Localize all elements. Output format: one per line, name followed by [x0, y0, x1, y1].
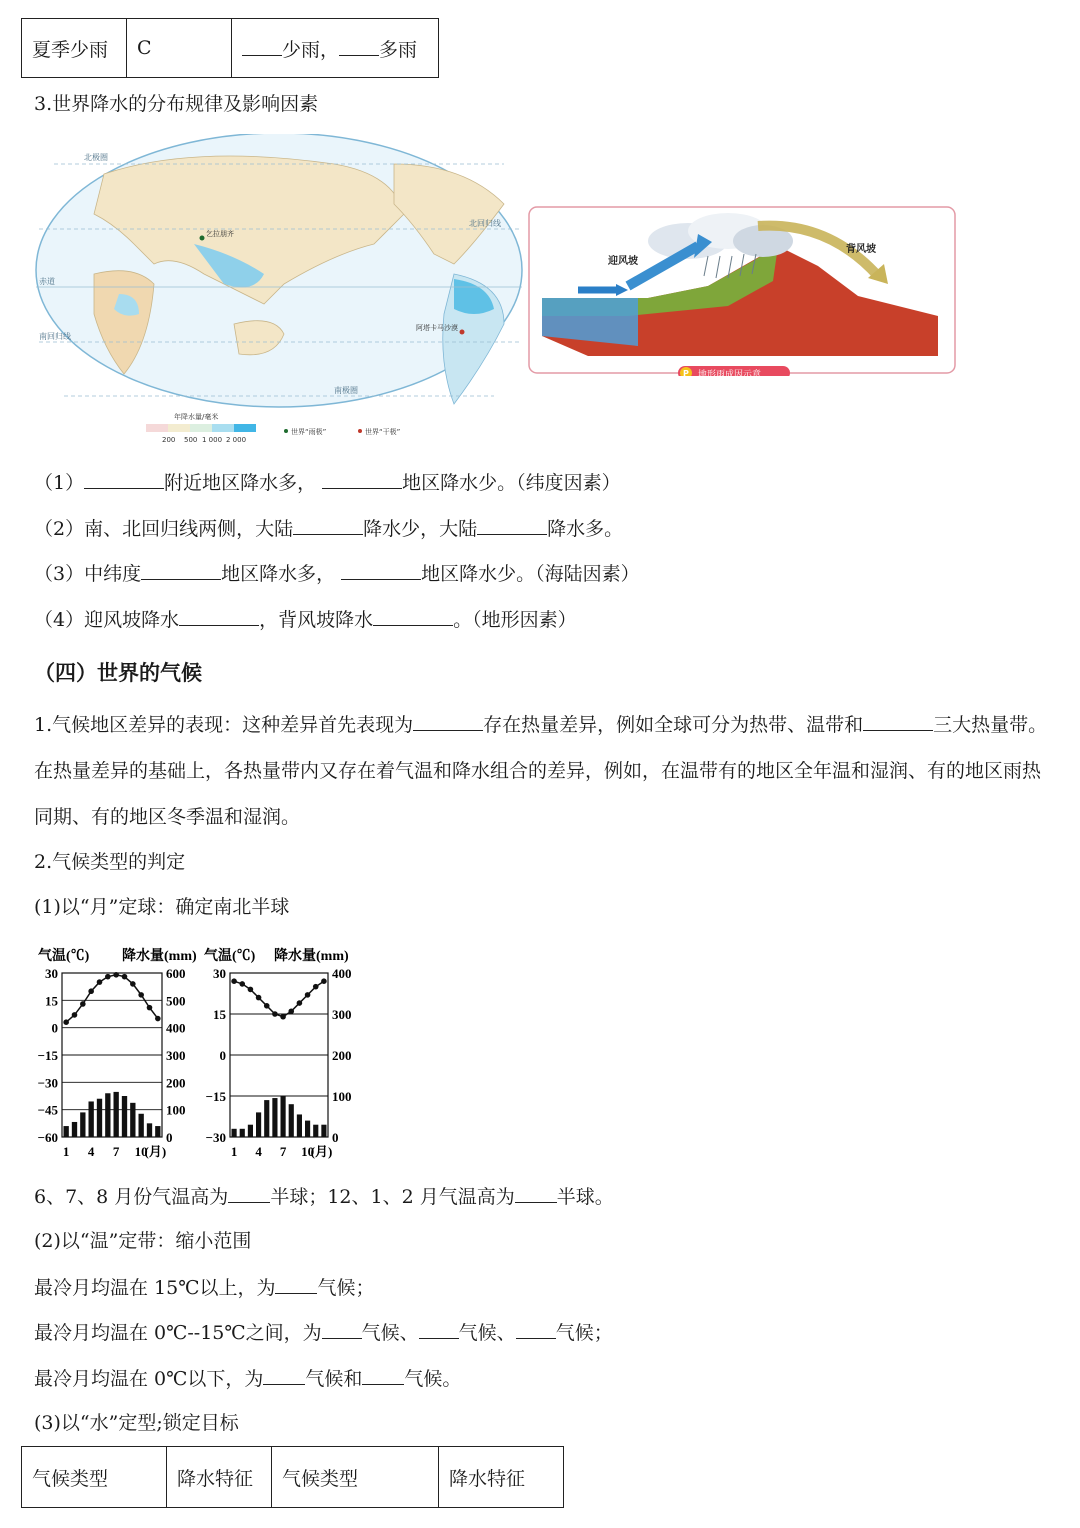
chart2-temp-tick: 15 — [213, 1007, 226, 1022]
chart1-temp-point-12 — [155, 1016, 161, 1022]
chart1-x-tick: 10 — [134, 1144, 148, 1159]
sub-heading-month: (1)以“月”定球：确定南北半球 — [34, 896, 290, 918]
question-2: （2）南、北回归线两侧，大陆 降水少，大陆 降水多。 — [34, 518, 624, 540]
chart2-temp-point-7 — [280, 1014, 286, 1020]
question-3: （3）中纬度 地区降水多， 地区降水少。（海陆因素） — [34, 563, 640, 585]
legend-title: 年降水量/毫米 — [174, 413, 219, 421]
chart2-precip-bar-11 — [313, 1125, 318, 1137]
chart1-precip-bar-3 — [80, 1112, 85, 1137]
chart2-precip-bar-3 — [248, 1125, 253, 1137]
chart1-precip-bar-1 — [64, 1126, 69, 1137]
chart2-temperature-line — [234, 981, 324, 1017]
windward-label: 迎风坡 — [608, 256, 638, 267]
chart1-precip-bar-5 — [97, 1099, 102, 1137]
chart1-temp-point-6 — [105, 974, 111, 980]
chart1-temp-tick: −30 — [37, 1075, 58, 1091]
chart1-x-tick: 7 — [112, 1144, 120, 1159]
chart2-x-tick: 1 — [230, 1144, 238, 1159]
top-table-cell-3: 少雨， 多雨 — [232, 19, 439, 78]
chart1-temp-point-9 — [130, 981, 136, 987]
chart1-temp-tick: 15 — [45, 993, 58, 1009]
chart2-precip-tick: 0 — [332, 1130, 339, 1145]
svg-text:P: P — [683, 369, 689, 376]
chart2-temp-point-11 — [313, 984, 319, 990]
chart1-temp-point-10 — [138, 992, 144, 998]
climate-charts — [34, 940, 364, 1165]
chart1-temp-tick: 30 — [45, 966, 58, 981]
label-tropic-n: 北回归线 — [469, 219, 501, 228]
chart2-temp-tick: 30 — [213, 966, 226, 981]
chart2-precip-bar-9 — [297, 1114, 302, 1137]
legend-tick-1: 200 — [162, 436, 176, 444]
climate-difference-paragraph: 1.气候地区差异的表现：这种差异首先表现为 存在热量差异，例如全球可分为热带、温带和 三大热量带。在热量差异的基础上，各热量带内又存在着气温和降水组合的差异，例如，在温带有的地区全年温和湿润、有的地区雨热同期、有的地区冬季温和湿润。 — [34, 714, 1048, 828]
chart1-temp-point-8 — [122, 974, 128, 980]
chart2-temp-tick: 0 — [219, 1048, 226, 1063]
chart1-precip-tick: 300 — [166, 1048, 186, 1063]
chart1-precip-bar-7 — [114, 1092, 119, 1137]
chart1-precip-label: 降水量(mm) — [122, 949, 197, 964]
legend-swatch-3 — [190, 424, 212, 432]
chart2-temp-point-9 — [297, 1000, 303, 1006]
chart2-precip-bar-8 — [289, 1104, 294, 1137]
chart1-x-tick: 4 — [87, 1144, 95, 1159]
diagram-caption: 地形雨成因示意 — [698, 370, 762, 376]
top-table-cell-1: 夏季少雨 — [22, 19, 127, 78]
chart2-precip-bar-7 — [281, 1096, 286, 1137]
chart2-x-tick: 7 — [279, 1144, 287, 1159]
chart1-x-tick: (月) — [144, 1144, 167, 1159]
map-svg — [34, 134, 524, 446]
chart2-temp-point-4 — [256, 995, 262, 1001]
chart1-precip-tick: 0 — [166, 1130, 173, 1145]
sub-heading-temperature: (2)以“温”定带：缩小范围 — [34, 1230, 252, 1252]
chart2-precip-bar-6 — [272, 1098, 277, 1137]
chart1-precip-tick: 500 — [166, 993, 186, 1009]
chart1-precip-tick: 100 — [166, 1102, 186, 1118]
label-equator: 赤道 — [39, 277, 55, 286]
chart1-temp-tick: −45 — [37, 1102, 58, 1118]
chart2-precip-tick: 400 — [332, 966, 352, 981]
chart1-temp-point-1 — [63, 1019, 69, 1025]
label-tropic-s: 南回归线 — [39, 332, 71, 341]
section4-title: （四）世界的气候 — [34, 660, 202, 685]
chart1-precip-tick: 200 — [166, 1075, 186, 1091]
chart1-precip-bar-9 — [130, 1103, 135, 1137]
chart1-temp-label: 气温(℃) — [38, 949, 90, 964]
legend-swatch-4 — [212, 424, 234, 432]
chart1-precip-bar-8 — [122, 1096, 127, 1137]
question-1: （1） 附近地区降水多， 地区降水少。（纬度因素） — [34, 472, 621, 494]
chart1-precip-tick: 600 — [166, 966, 186, 981]
chart2-temp-point-1 — [231, 978, 237, 984]
chart2-precip-label: 降水量(mm) — [274, 949, 349, 964]
bottom-table-cell-4: 降水特征 — [439, 1447, 564, 1508]
chart1-precip-bar-4 — [89, 1101, 94, 1137]
chart1-temp-point-7 — [113, 972, 119, 978]
leeward-label: 背风坡 — [846, 244, 876, 255]
chart2-temp-point-12 — [321, 978, 327, 984]
top-table-cell-2: C — [127, 19, 232, 78]
label-wet-pole: 乞拉朋齐 — [206, 230, 234, 238]
chart2-precip-bar-1 — [232, 1129, 237, 1137]
chart2-precip-bar-12 — [321, 1125, 326, 1137]
legend-dry: 世界“干极” — [365, 428, 401, 436]
chart2-precip-bar-4 — [256, 1112, 261, 1137]
chart1-precip-bar-12 — [155, 1126, 160, 1137]
chart1-temp-point-4 — [88, 988, 94, 994]
legend-swatch-2 — [168, 424, 190, 432]
hemisphere-question: 6、7、8 月份气温高为 半球；12、1、2 月气温高为 半球。 — [34, 1186, 614, 1208]
climate-charts-svg — [34, 940, 364, 1165]
legend-tick-4: 2 000 — [226, 436, 247, 444]
temp-line-2: 最冷月均温在 0℃--15℃之间，为 气候、 气候、 气候； — [34, 1322, 613, 1344]
dry-pole-marker — [460, 330, 465, 335]
chart1-temp-point-5 — [97, 979, 103, 985]
bottom-table — [21, 1446, 564, 1508]
temp-line-3: 最冷月均温在 0℃以下，为 气候和 气候。 — [34, 1368, 462, 1390]
question-4: （4）迎风坡降水 ，背风坡降水 。（地形因素） — [34, 609, 577, 631]
chart2-temp-point-3 — [248, 987, 254, 993]
sub-heading-water: (3)以“水”定型;锁定目标 — [34, 1412, 239, 1434]
chart1-precip-bar-6 — [105, 1093, 110, 1137]
chart1-temp-point-11 — [147, 1005, 153, 1011]
chart2-precip-bar-5 — [264, 1100, 269, 1137]
chart2-temp-point-5 — [264, 1003, 270, 1009]
chart1-x-tick: 1 — [62, 1144, 70, 1159]
chart2-x-tick: 4 — [255, 1144, 262, 1159]
bottom-table-cell-3: 气候类型 — [272, 1447, 439, 1508]
chart2-temp-point-8 — [288, 1008, 294, 1014]
legend-wet: 世界“雨极” — [291, 428, 327, 436]
chart2-temp-point-6 — [272, 1011, 278, 1017]
label-antarctic: 南极圈 — [334, 386, 358, 395]
world-precipitation-map — [34, 134, 524, 446]
chart1-temp-tick: −15 — [37, 1048, 58, 1063]
chart1-precip-bar-2 — [72, 1122, 77, 1137]
chart2-precip-bar-2 — [240, 1129, 245, 1137]
section-climate-judgement: 2.气候类型的判定 — [34, 851, 186, 873]
chart1-temp-tick: 0 — [51, 1020, 58, 1036]
chart1-temp-point-2 — [72, 1012, 78, 1018]
bottom-table-cell-1: 气候类型 — [22, 1447, 167, 1508]
chart2-temp-point-10 — [305, 992, 311, 998]
chart2-precip-tick: 200 — [332, 1048, 352, 1063]
top-table — [21, 18, 439, 78]
temp-line-1: 最冷月均温在 15℃以上，为 气候； — [34, 1277, 375, 1299]
chart2-x-tick: 10 — [301, 1144, 315, 1159]
chart2-precip-tick: 300 — [332, 1007, 352, 1022]
section3-title: 3.世界降水的分布规律及影响因素 — [34, 93, 319, 115]
chart2-temp-tick: −30 — [205, 1130, 226, 1145]
legend-swatch-1 — [146, 424, 168, 432]
legend-tick-2: 500 — [184, 436, 198, 444]
chart2-x-tick: (月) — [310, 1144, 333, 1159]
chart1-precip-bar-10 — [139, 1114, 144, 1137]
chart1-temperature-line — [66, 975, 158, 1022]
wet-pole-marker — [200, 236, 205, 241]
chart2-precip-tick: 100 — [332, 1089, 352, 1104]
label-arctic: 北极圈 — [84, 153, 108, 162]
legend-swatch-5 — [234, 424, 256, 432]
label-dry-pole: 阿塔卡马沙漠 — [416, 324, 458, 332]
chart2-temp-label: 气温(℃) — [204, 949, 256, 964]
chart2-precip-bar-10 — [305, 1121, 310, 1137]
chart1-precip-bar-11 — [147, 1123, 152, 1137]
orographic-rain-diagram — [528, 206, 956, 376]
chart1-temp-point-3 — [80, 1001, 86, 1007]
chart2-temp-tick: −15 — [205, 1089, 226, 1104]
legend-tick-3: 1 000 — [202, 436, 223, 444]
chart1-temp-tick: −60 — [37, 1130, 58, 1145]
chart2-temp-point-2 — [239, 981, 245, 987]
bottom-table-cell-2: 降水特征 — [167, 1447, 272, 1508]
chart1-precip-tick: 400 — [166, 1020, 186, 1036]
